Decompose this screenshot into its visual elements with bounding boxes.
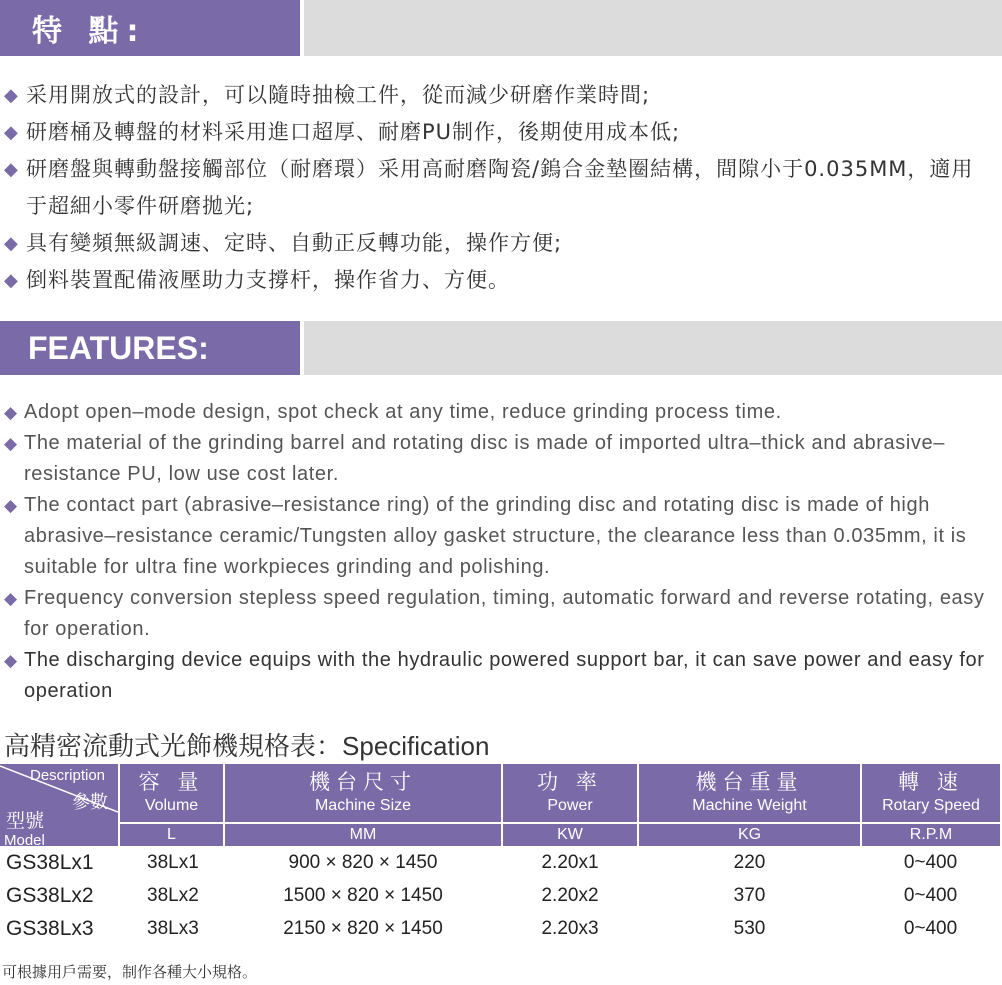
list-item: ◆ 研磨盤與轉動盤接觸部位（耐磨環）采用高耐磨陶瓷/鎢合金墊圈結構，間隙小于0.035MM，適用于超細小零件研磨拋光;: [4, 151, 994, 225]
unit-size: MM: [224, 823, 502, 846]
features-en-title: FEATURES:: [0, 321, 300, 375]
column-header-power: 功 率 Power: [502, 764, 638, 823]
list-item: ◆ 研磨桶及轉盤的材料采用進口超厚、耐磨PU制作，後期使用成本低;: [4, 114, 994, 151]
table-corner-header: Description 參數 型號 Model: [0, 764, 119, 846]
diamond-icon: ◆: [4, 403, 18, 422]
banner-bar: [304, 321, 1002, 375]
cell-power: 2.20x3: [541, 917, 599, 939]
diamond-icon: ◆: [4, 270, 19, 291]
diamond-icon: ◆: [4, 496, 18, 515]
list-item: ◆ 具有變頻無級調速、定時、自動正反轉功能，操作方便;: [4, 225, 994, 262]
column-header-volume: 容 量 Volume: [119, 764, 224, 823]
column-header-weight: 機台重量 Machine Weight: [638, 764, 861, 823]
spec-title: 高精密流動式光飾機規格表：Specification: [4, 731, 490, 762]
cell-size: 900 × 820 × 1450: [288, 851, 438, 873]
footnote: 可根據用戶需要，制作各種大小規格。: [2, 963, 258, 981]
cell-size: 2150 × 820 × 1450: [283, 917, 443, 939]
unit-volume: L: [119, 823, 224, 846]
cell-power: 2.20x1: [541, 851, 599, 873]
table-row: [0, 846, 1000, 879]
unit-power: KW: [502, 823, 638, 846]
cell-speed: 0~400: [903, 851, 958, 873]
cell-size: 1500 × 820 × 1450: [283, 884, 443, 906]
column-header-speed: 轉 速 Rotary Speed: [861, 764, 1000, 823]
cell-volume: 38Lx3: [147, 917, 199, 939]
diamond-icon: ◆: [4, 651, 18, 670]
spec-table: [0, 764, 1000, 945]
features-en-list: [4, 397, 994, 707]
cell-volume: 38Lx2: [147, 884, 199, 906]
diamond-icon: ◆: [4, 233, 19, 254]
cell-power: 2.20x2: [541, 884, 599, 906]
list-item: ◆ The contact part (abrasive–resistance ring) of the grinding disc and rotating disc is made of high abrasive–resistance ceramic/Tungsten alloy gasket structure, the clearance less than 0.035mm, it is suitable for ultra fine workpieces grinding and polishing.: [4, 490, 994, 583]
cell-speed: 0~400: [903, 884, 958, 906]
features-en-banner: [0, 321, 1002, 375]
list-item: ◆ 倒料裝置配備液壓助力支撐杆，操作省力、方便。: [4, 262, 994, 299]
cell-model: GS38Lx1: [6, 850, 94, 874]
cell-model: GS38Lx2: [6, 883, 94, 907]
cell-weight: 220: [733, 851, 766, 873]
features-cn-banner: [0, 0, 1002, 56]
table-row: [0, 912, 1000, 945]
cell-weight: 370: [733, 884, 766, 906]
unit-speed: R.P.M: [861, 823, 1000, 846]
column-header-size: 機台尺寸 Machine Size: [224, 764, 502, 823]
unit-weight: KG: [638, 823, 861, 846]
list-item: ◆ Frequency conversion stepless speed regulation, timing, automatic forward and reverse rotating, easy for operation.: [4, 583, 994, 645]
cell-model: GS38Lx3: [6, 916, 94, 940]
cell-speed: 0~400: [903, 917, 958, 939]
list-item: ◆ The material of the grinding barrel and rotating disc is made of imported ultra–thick and abrasive–resistance PU, low use cost later.: [4, 428, 994, 490]
diamond-icon: ◆: [4, 434, 18, 453]
list-item: ◆ Adopt open–mode design, spot check at any time, reduce grinding process time.: [4, 397, 994, 428]
features-cn-title: 特 點:: [0, 0, 300, 56]
list-item: ◆ The discharging device equips with the hydraulic powered support bar, it can save power and easy for operation: [4, 645, 994, 707]
list-item: ◆ 采用開放式的設計，可以隨時抽檢工件，從而減少研磨作業時間;: [4, 77, 994, 114]
diamond-icon: ◆: [4, 85, 19, 106]
diamond-icon: ◆: [4, 589, 18, 608]
diamond-icon: ◆: [4, 122, 19, 143]
table-row: [0, 879, 1000, 912]
features-cn-list: [4, 77, 994, 299]
banner-bar: [304, 0, 1002, 56]
diamond-icon: ◆: [4, 159, 19, 180]
cell-volume: 38Lx1: [147, 851, 199, 873]
cell-weight: 530: [733, 917, 766, 939]
